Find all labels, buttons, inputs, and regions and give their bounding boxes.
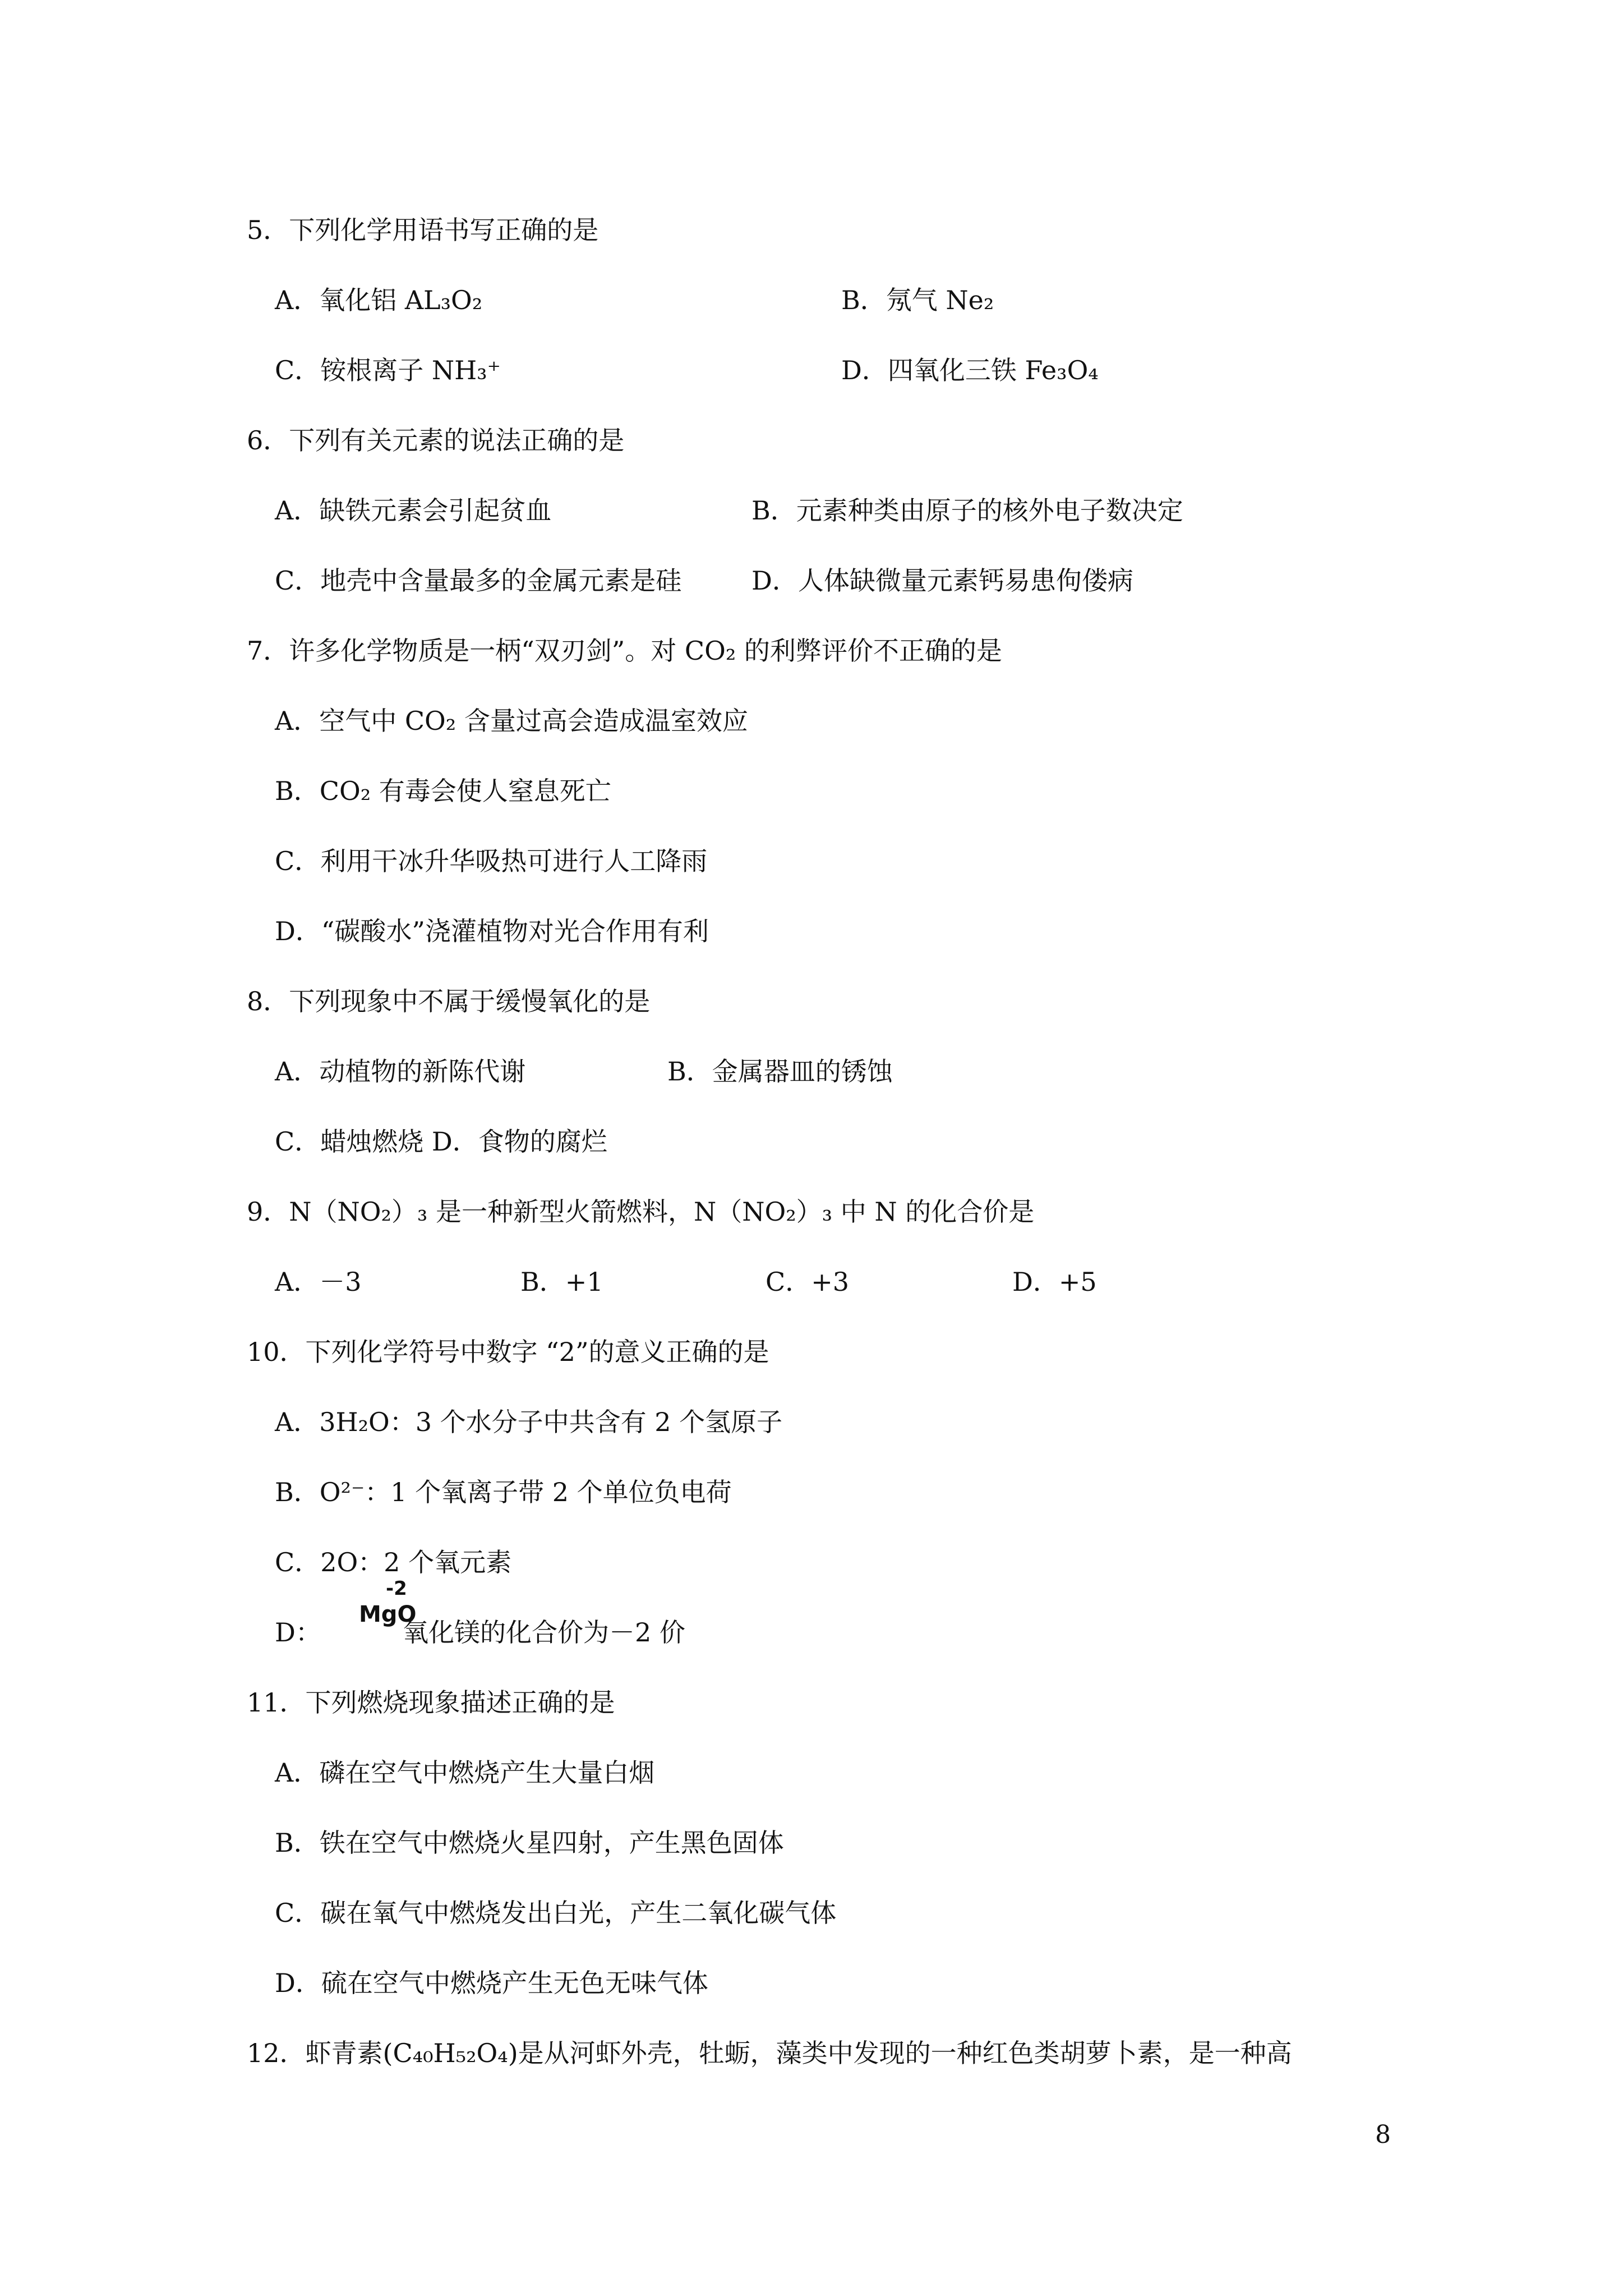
q7-stem: 7．许多化学物质是一柄“双刃剑”。对 CO₂ 的利弊评价不正确的是 xyxy=(247,636,1002,666)
q11-option-d: D．硫在空气中燃烧产生无色无味气体 xyxy=(275,1968,708,1998)
q5-stem: 5．下列化学用语书写正确的是 xyxy=(247,215,599,245)
q5-option-c: C．铵根离子 NH₃⁺ xyxy=(275,355,501,385)
mgo-formula: MgO xyxy=(359,1602,417,1627)
q10-stem: 10．下列化学符号中数字 “2”的意义正确的是 xyxy=(247,1337,769,1367)
q6-option-d: D．人体缺微量元素钙易患佝偻病 xyxy=(751,565,1133,596)
q5-option-d: D．四氧化三铁 Fe₃O₄ xyxy=(841,355,1099,385)
q11-option-a: A．磷在空气中燃烧产生大量白烟 xyxy=(275,1757,655,1788)
q12-stem: 12．虾青素(C₄₀H₅₂O₄)是从河虾外壳，牡蛎，藻类中发现的一种红色类胡萝卜素，是一种高 xyxy=(247,2038,1292,2068)
mgo-charge: -2 xyxy=(386,1577,407,1600)
q11-stem: 11．下列燃烧现象描述正确的是 xyxy=(247,1687,615,1718)
q9-option-c: C．+3 xyxy=(766,1267,850,1297)
q5-option-b: B．氖气 Ne₂ xyxy=(841,285,994,315)
q9-option-a: A．－3 xyxy=(275,1267,362,1297)
q10-option-d-label: D： xyxy=(275,1617,321,1648)
q11-option-b: B．铁在空气中燃烧火星四射，产生黑色固体 xyxy=(275,1828,784,1858)
q6-option-c: C．地壳中含量最多的金属元素是硅 xyxy=(275,565,682,596)
page-number: 8 xyxy=(1375,2120,1391,2149)
q7-option-d: D．“碳酸水”浇灌植物对光合作用有利 xyxy=(275,916,709,946)
q6-option-b: B．元素种类由原子的核外电子数决定 xyxy=(751,495,1183,526)
q7-option-a: A．空气中 CO₂ 含量过高会造成温室效应 xyxy=(275,706,748,736)
q11-option-c: C．碳在氧气中燃烧发出白光，产生二氧化碳气体 xyxy=(275,1898,837,1928)
q8-option-a: A．动植物的新陈代谢 xyxy=(275,1056,526,1087)
q9-option-d: D．+5 xyxy=(1012,1267,1097,1297)
q7-option-c: C．利用干冰升华吸热可进行人工降雨 xyxy=(275,846,708,876)
q6-stem: 6．下列有关元素的说法正确的是 xyxy=(247,425,625,455)
q9-stem: 9．N（NO₂）₃ 是一种新型火箭燃料，N（NO₂）₃ 中 N 的化合价是 xyxy=(247,1197,1035,1227)
q9-option-b: B．+1 xyxy=(520,1267,603,1297)
q10-option-a: A．3H₂O：3 个水分子中共含有 2 个氢原子 xyxy=(275,1407,783,1437)
q6-option-a: A．缺铁元素会引起贫血 xyxy=(275,495,552,526)
q8-option-b: B．金属器皿的锈蚀 xyxy=(667,1056,893,1087)
q10-option-d-text: 氧化镁的化合价为－2 价 xyxy=(403,1617,685,1648)
q10-option-b: B．O²⁻：1 个氧离子带 2 个单位负电荷 xyxy=(275,1477,732,1507)
q8-stem: 8．下列现象中不属于缓慢氧化的是 xyxy=(247,986,651,1016)
q8-option-cd: C．蜡烛燃烧 D．食物的腐烂 xyxy=(275,1126,607,1157)
q5-option-a: A．氧化铝 AL₃O₂ xyxy=(275,285,483,315)
q10-option-c: C．2O：2 个氧元素 xyxy=(275,1547,512,1577)
q7-option-b: B．CO₂ 有毒会使人窒息死亡 xyxy=(275,776,611,806)
